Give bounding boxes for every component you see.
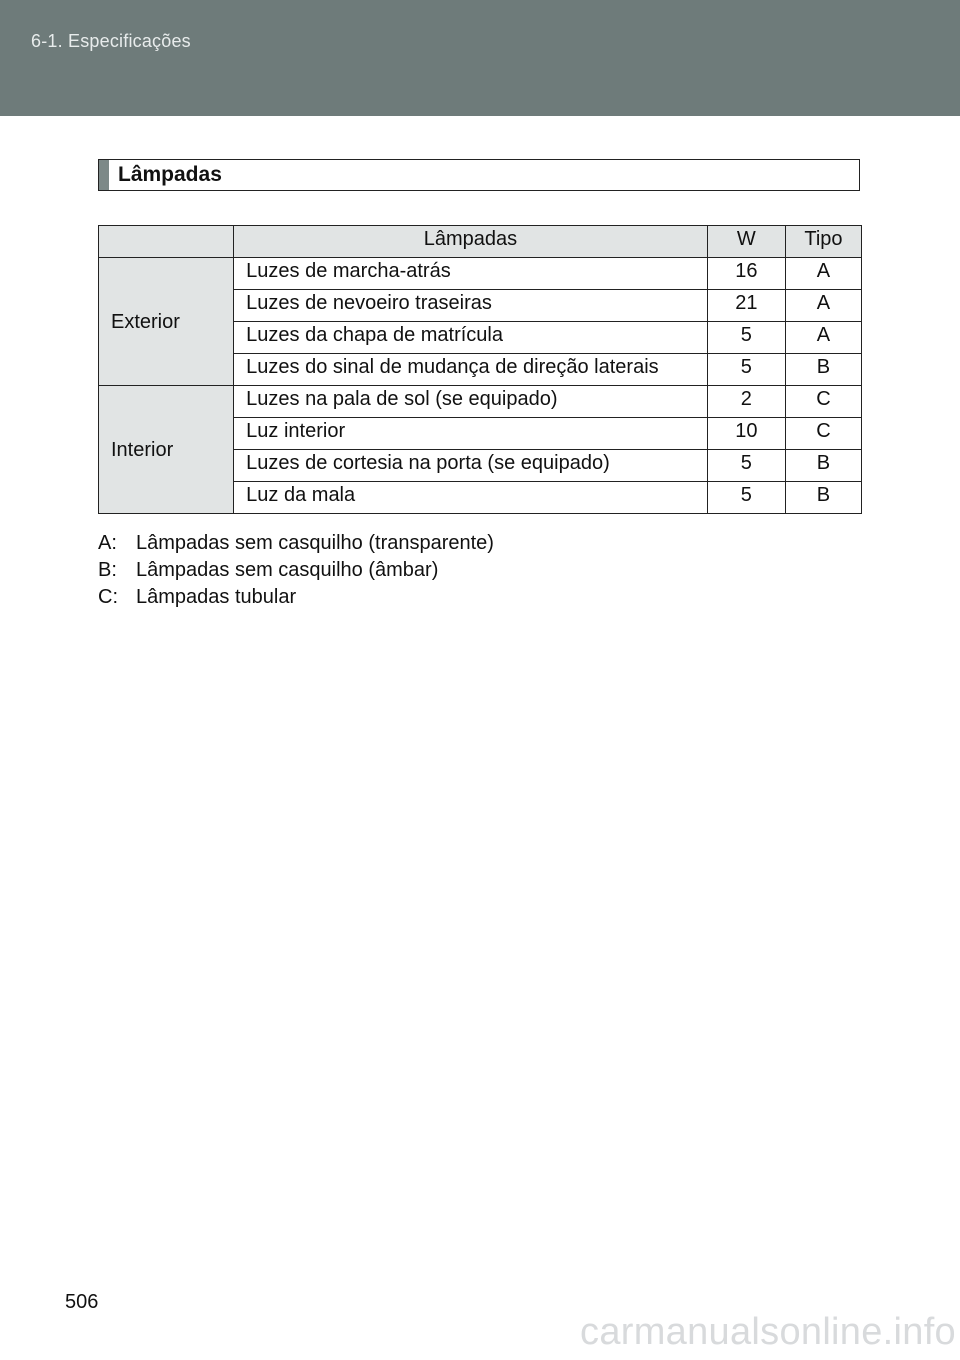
header-cell-group [99,226,234,258]
section-title-bar [98,159,860,191]
bulb-watts: 5 [707,322,785,354]
bulb-type: A [785,258,861,290]
bulb-type: B [785,482,861,514]
group-cell-exterior: Exterior [99,258,234,386]
bulb-watts: 5 [707,450,785,482]
legend-code: C: [98,586,118,608]
bulbs-table [98,225,862,514]
legend-item [98,584,494,611]
bulb-name: Luzes na pala de sol (se equipado) [234,386,708,418]
bulb-name: Luzes de nevoeiro traseiras [234,290,708,322]
legend-item [98,557,494,584]
section-header: 6-1. Especificações [31,31,191,51]
table-row [99,386,862,418]
bulb-type-legend [98,530,494,611]
bulb-watts: 10 [707,418,785,450]
bulb-name: Luz interior [234,418,708,450]
legend-text: Lâmpadas sem casquilho (transparente) [136,532,494,554]
header-band [0,0,960,116]
bulb-type: C [785,386,861,418]
bulb-type: C [785,418,861,450]
bulb-watts: 5 [707,482,785,514]
bulb-watts: 2 [707,386,785,418]
bulb-type: B [785,354,861,386]
header-cell-watts: W [707,226,785,258]
table-header-row [99,226,862,258]
bulb-watts: 5 [707,354,785,386]
table-row [99,258,862,290]
legend-code: A: [98,532,117,554]
bulb-watts: 16 [707,258,785,290]
bulb-type: A [785,322,861,354]
group-cell-interior: Interior [99,386,234,514]
bulb-name: Luzes da chapa de matrícula [234,322,708,354]
bulb-watts: 21 [707,290,785,322]
legend-text: Lâmpadas sem casquilho (âmbar) [136,559,439,581]
bulb-type: A [785,290,861,322]
page-number: 506 [65,1291,99,1313]
legend-code: B: [98,559,117,581]
bulb-name: Luzes de cortesia na porta (se equipado) [234,450,708,482]
section-title: Lâmpadas [118,163,222,186]
section-accent-bar [99,160,109,190]
watermark: carmanualsonline.info [580,1311,956,1353]
legend-item [98,530,494,557]
bulb-name: Luzes de marcha-atrás [234,258,708,290]
header-cell-type: Tipo [785,226,861,258]
legend-text: Lâmpadas tubular [136,586,297,608]
bulb-type: B [785,450,861,482]
bulb-name: Luz da mala [234,482,708,514]
header-cell-bulbs: Lâmpadas [234,226,708,258]
bulb-name: Luzes do sinal de mudança de direção laterais [234,354,708,386]
